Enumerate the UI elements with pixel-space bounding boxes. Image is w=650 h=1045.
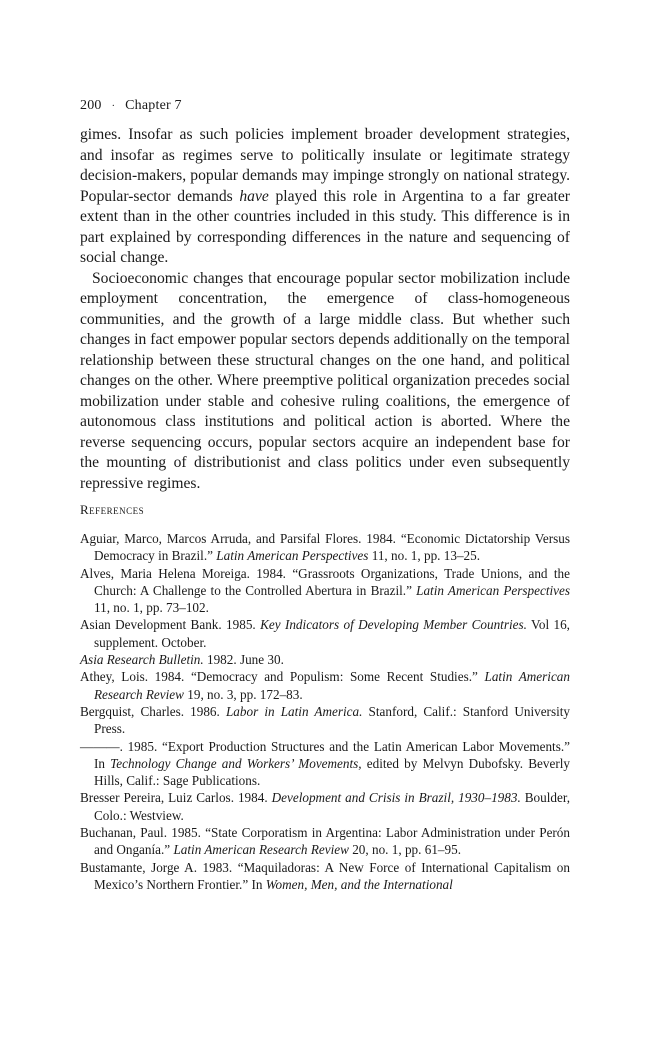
emphasis-have: have [239,187,269,205]
paragraph-1-part-b: played this role in Argentina to a far greater extent than in the other countries included in this study. This difference is in part explained by corresponding differences in the nature and sequencing of social change. [80,187,571,266]
page-number: 200 [80,98,102,113]
reference-item: Bergquist, Charles. 1986. Labor in Latin America. Stanford, Calif.: Stanford University Press. [80,703,571,737]
reference-item: ———. 1985. “Export Production Structures and the Latin American Labor Movements.” In Technology Change and Workers’ Movements, edited by Melvyn Dubofsky. Beverly Hills, Calif.: Sage Publications. [80,738,570,789]
chapter-label: Chapter 7 [125,98,182,113]
paragraph-1-part-a: gimes. Insofar as such policies implement broader development strategies, and insofar as regimes serve to politically insulate or legitimate strategy decision-makers, popular demands may impinge strongly on national strategy. Popular-sector demands [80,126,570,205]
header-separator: · [111,101,116,112]
reference-item: Asia Research Bulletin. 1982. June 30. [80,652,284,668]
paragraph-1 [80,125,570,269]
paragraph-2: Socioeconomic changes that encourage popular sector mobilization include employment concentration, the emergence of class-homogeneous communities, and the growth of a large middle class. But whether such changes in fact empower popular sectors depends additionally on the temporal relationship between these structural changes on the one hand, and political changes on the other. Where preemptive political organization precedes social mobilization under stable and cohesive ruling coalitions, the emergence of autonomous class institutions and political action is aborted. Where the reverse sequencing occurs, popular sectors acquire an independent base for the mounting of distributionist and class politics under even subsequently repressive regimes. [80,269,570,492]
reference-item: Athey, Lois. 1984. “Democracy and Populism: Some Recent Studies.” Latin American Research Review 19, no. 3, pp. 172–83. [80,669,570,702]
reference-item: Alves, Maria Helena Moreiga. 1984. “Grassroots Organizations, Trade Unions, and the Church: A Challenge to the Controlled Abertura in Brazil.” Latin American Perspectives 11, no. 1, pp. 73–102. [80,565,570,616]
running-header [80,98,182,114]
reference-item: Bustamante, Jorge A. 1983. “Maquiladoras: A New Force of International Capitalism on Mexico’s Northern Frontier.” In Women, Men, and the International [80,859,570,892]
reference-item: Asian Development Bank. 1985. Key Indicators of Developing Member Countries. Vol 16, supplement. October. [80,617,570,650]
body-text [80,125,570,494]
reference-item: Bresser Pereira, Luiz Carlos. 1984. Development and Crisis in Brazil, 1930–1983. Boulder, Colo.: Westview. [80,790,570,823]
reference-item: Aguiar, Marco, Marcos Arruda, and Parsifal Flores. 1984. “Economic Dictatorship Versus Democracy in Brazil.” Latin American Perspectives 11, no. 1, pp. 13–25. [80,531,570,564]
references-heading: References [80,502,145,517]
references-list [80,530,570,893]
reference-item: Buchanan, Paul. 1985. “State Corporatism in Argentina: Labor Administration under Perón and Onganía.” Latin American Research Review 20, no. 1, pp. 61–95. [80,825,570,858]
